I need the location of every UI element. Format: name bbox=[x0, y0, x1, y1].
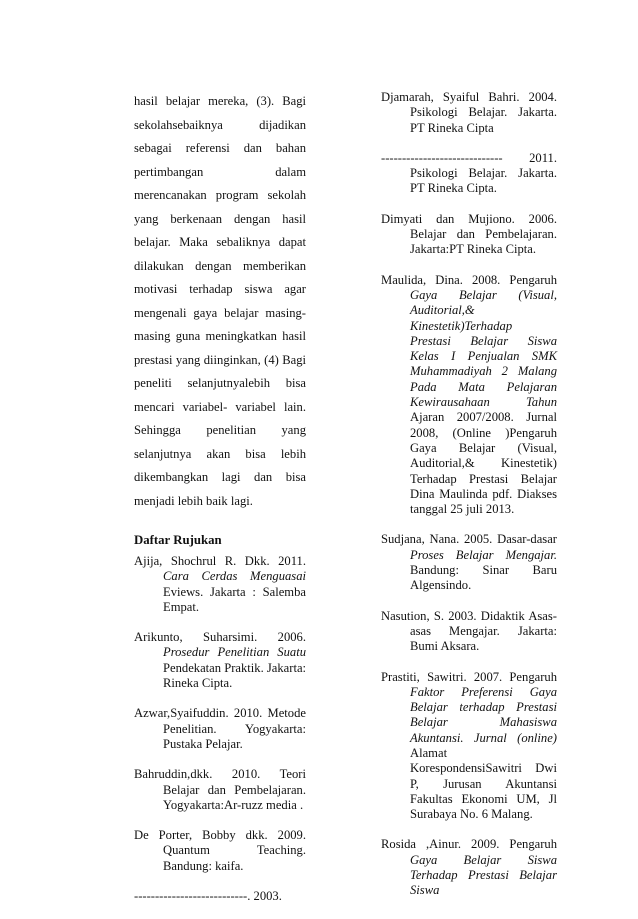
reference-line: ---------------------------. 2003. bbox=[134, 889, 282, 904]
reference-line: Dimyati dan Mujiono. 2006. bbox=[381, 211, 557, 226]
reference-line: Arikunto, Suharsimi. 2006. bbox=[134, 630, 306, 645]
reference-line: Belajar Mahasiswa bbox=[410, 715, 557, 730]
reference-line: Pada Mata Pelajaran bbox=[410, 379, 557, 394]
reference-line: Belajar dan Pembelajaran. bbox=[163, 782, 306, 797]
reference-line: Bandung: Sinar Baru bbox=[410, 563, 557, 578]
paragraph-line: masing guna meningkatkan hasil bbox=[134, 329, 306, 343]
reference-line: Pendekatan Praktik. Jakarta: bbox=[163, 660, 307, 675]
reference-line: Eviews. Jakarta : Salemba bbox=[163, 584, 306, 599]
reference-line: Psikologi Belajar. Jakarta. bbox=[410, 105, 557, 120]
reference-line: Psikologi Belajar. Jakarta. bbox=[410, 166, 557, 181]
reference-entry bbox=[381, 212, 557, 258]
reference-entry bbox=[381, 609, 557, 655]
reference-entry bbox=[134, 554, 306, 615]
reference-line: Kewirausahaan Tahun bbox=[410, 395, 557, 410]
reference-entry bbox=[134, 889, 306, 904]
paragraph-line: Sehingga penelitian yang bbox=[134, 423, 306, 437]
reference-entry bbox=[381, 532, 557, 593]
left-column bbox=[134, 90, 306, 919]
reference-line: Prastiti, Sawitri. 2007. Pengaruh bbox=[381, 669, 557, 684]
reference-entry bbox=[381, 837, 557, 898]
reference-line: P, Jurusan Akuntansi bbox=[410, 776, 557, 791]
reference-line: ----------------------------- 2011. bbox=[381, 150, 557, 165]
reference-line: Penelitian. Yogyakarta: bbox=[163, 721, 306, 736]
reference-line: Surabaya No. 6 Malang. bbox=[410, 807, 533, 822]
paragraph-line: selanjutnya akan bisa lebih bbox=[134, 446, 306, 461]
reference-line: Algensindo. bbox=[410, 578, 472, 593]
reference-line: Bahruddin,dkk. 2010. Teori bbox=[134, 767, 306, 782]
paragraph-line: yang berkenaan dengan hasil bbox=[134, 211, 306, 226]
reference-line: Terhadap Prestasi Belajar bbox=[410, 868, 557, 883]
reference-line: 2008, (Online )Pengaruh bbox=[410, 425, 557, 440]
reference-entry bbox=[134, 630, 306, 691]
reference-line: Kinestetik)Terhadap bbox=[410, 318, 513, 333]
reference-line: Fakultas Ekonomi UM, Jl bbox=[410, 791, 557, 806]
reference-line: Terhadap Prestasi Belajar bbox=[410, 471, 557, 486]
paragraph-line: merencanakan program sekolah bbox=[134, 188, 306, 202]
reference-line: Faktor Preferensi Gaya bbox=[410, 684, 557, 699]
reference-line: Belajar dan Pembelajaran. bbox=[410, 227, 557, 242]
reference-entry bbox=[381, 273, 557, 518]
right-column bbox=[381, 90, 557, 914]
reference-line: Prosedur Penelitian Suatu bbox=[163, 645, 306, 660]
reference-line: Auditorial,& bbox=[410, 303, 475, 318]
reference-line: tanggal 25 juli 2013. bbox=[410, 502, 515, 517]
reference-entry bbox=[134, 828, 306, 874]
paragraph-line: dikembangkan lagi dan bisa bbox=[134, 470, 306, 484]
reference-list-right bbox=[381, 90, 557, 899]
reference-entry bbox=[134, 706, 306, 752]
paragraph-line: pertimbangan dalam bbox=[134, 164, 306, 179]
reference-line: Azwar,Syaifuddin. 2010. Metode bbox=[134, 706, 306, 721]
reference-list-left bbox=[134, 554, 306, 904]
reference-line: Prestasi Belajar Siswa bbox=[410, 333, 557, 348]
paragraph-line: peneliti selanjutnyalebih bisa bbox=[134, 376, 306, 390]
reference-line: KorespondensiSawitri Dwi bbox=[410, 761, 557, 776]
reference-line: Quantum Teaching. bbox=[163, 843, 306, 858]
paragraph-line: belajar. Maka sebaliknya dapat bbox=[134, 235, 306, 249]
reference-entry bbox=[381, 670, 557, 823]
reference-line: Proses Belajar Mengajar. bbox=[410, 547, 557, 562]
reference-line: Jakarta:PT Rineka Cipta. bbox=[410, 242, 537, 257]
paragraph-line: sekolahsebaiknya dijadikan bbox=[134, 117, 306, 132]
reference-line: Rineka Cipta. bbox=[163, 676, 233, 691]
reference-line: Djamarah, Syaiful Bahri. 2004. bbox=[381, 90, 557, 104]
reference-line: Pustaka Pelajar. bbox=[163, 736, 243, 751]
reference-line: Ajija, Shochrul R. Dkk. 2011. bbox=[134, 554, 306, 568]
reference-line: Auditorial,& Kinestetik) bbox=[410, 456, 557, 471]
reference-line: Maulida, Dina. 2008. Pengaruh bbox=[381, 272, 557, 287]
reference-line: Rosida ,Ainur. 2009. Pengaruh bbox=[381, 837, 557, 852]
reference-line: Ajaran 2007/2008. Jurnal bbox=[410, 410, 557, 425]
reference-line: Dina Maulinda pdf. Diakses bbox=[410, 486, 557, 501]
paragraph-line: motivasi terhadap siswa agar bbox=[134, 282, 306, 296]
reference-line: Belajar terhadap Prestasi bbox=[410, 700, 557, 715]
reference-line: Bandung: kaifa. bbox=[163, 858, 244, 873]
reference-line: Akuntansi. Jurnal (online) bbox=[410, 730, 557, 745]
body-paragraph bbox=[134, 90, 306, 513]
reference-line: Muhammadiyah 2 Malang bbox=[410, 364, 557, 379]
reference-line: De Porter, Bobby dkk. 2009. bbox=[134, 828, 306, 843]
reference-entry bbox=[134, 767, 306, 813]
reference-line: Sudjana, Nana. 2005. Dasar-dasar bbox=[381, 532, 557, 547]
paragraph-line: sebagai referensi dan bahan bbox=[134, 141, 306, 155]
reference-line: Siswa bbox=[410, 883, 440, 898]
reference-line: Alamat bbox=[410, 745, 448, 760]
reference-line: Cara Cerdas Menguasai bbox=[163, 569, 306, 584]
reference-entry bbox=[381, 90, 557, 136]
paragraph-line: hasil belajar mereka, (3). Bagi bbox=[134, 94, 306, 108]
paragraph-line: mencari variabel- variabel lain. bbox=[134, 399, 306, 414]
paragraph-line: dilakukan dengan memberikan bbox=[134, 258, 306, 273]
reference-line: asas Mengajar. Jakarta: bbox=[410, 623, 557, 638]
reference-line: Gaya Belajar (Visual, bbox=[410, 440, 557, 455]
paragraph-line: menjadi lebih baik lagi. bbox=[134, 493, 253, 508]
reference-line: Nasution, S. 2003. Didaktik Asas- bbox=[381, 608, 557, 623]
paragraph-line: mengenali gaya belajar masing- bbox=[134, 305, 306, 320]
section-title: Daftar Rujukan bbox=[134, 533, 222, 547]
reference-line: Kelas I Penjualan SMK bbox=[410, 349, 557, 364]
reference-line: Yogyakarta:Ar-ruzz media . bbox=[163, 797, 304, 812]
reference-line: Gaya Belajar (Visual, bbox=[410, 287, 557, 302]
reference-line: PT Rineka Cipta. bbox=[410, 181, 497, 196]
reference-line: PT Rineka Cipta bbox=[410, 120, 494, 135]
reference-line: Gaya Belajar Siswa bbox=[410, 852, 557, 867]
paragraph-line: prestasi yang diinginkan, (4) Bagi bbox=[134, 352, 306, 367]
reference-line: Bumi Aksara. bbox=[410, 639, 480, 654]
reference-line: Empat. bbox=[163, 599, 200, 614]
reference-entry bbox=[381, 151, 557, 197]
